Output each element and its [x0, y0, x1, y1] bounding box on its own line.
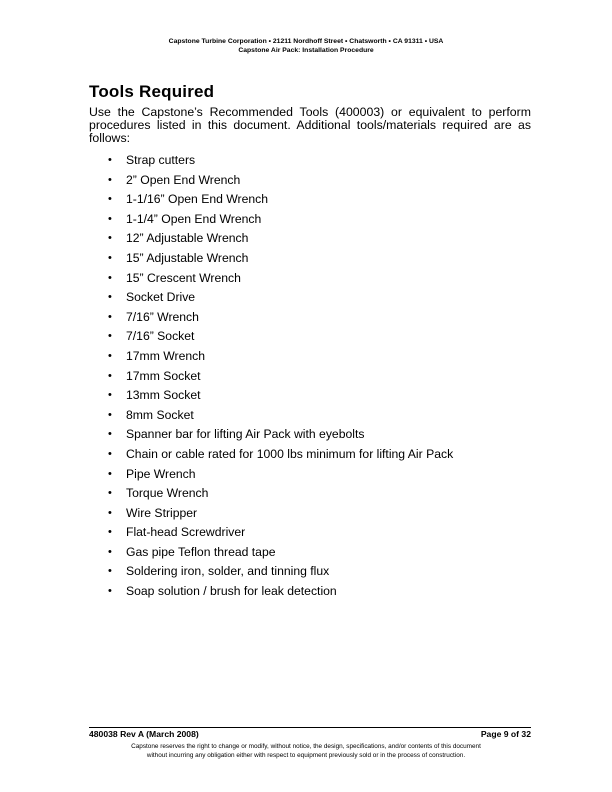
page-total: of 32: [508, 729, 531, 739]
header-company-line: Capstone Turbine Corporation • 21211 Nordhoff Street • Chatsworth • CA 91311 • USA: [168, 38, 444, 45]
tool-list-item: [89, 269, 453, 289]
tool-list-item: [89, 327, 453, 347]
page-current: 9: [503, 729, 509, 739]
tool-list-item: [89, 406, 453, 426]
tool-label: 17mm Wrench: [126, 348, 206, 363]
tool-label: 7/16” Wrench: [126, 309, 199, 324]
tool-list-item: [89, 249, 453, 269]
tool-list-item: [89, 425, 453, 445]
tool-label: 17mm Socket: [126, 368, 201, 383]
tool-label: Socket Drive: [126, 290, 196, 305]
header-document-title: Capstone Air Pack: Installation Procedure: [238, 47, 374, 54]
bullet-icon: •: [108, 467, 112, 480]
bullet-icon: •: [108, 565, 112, 578]
bullet-icon: •: [108, 310, 112, 323]
tool-list-item: [89, 210, 453, 230]
footer-disclaimer: [0, 742, 612, 760]
tool-label: 15” Crescent Wrench: [126, 270, 241, 285]
bullet-icon: •: [108, 408, 112, 421]
tool-label: Flat-head Screwdriver: [126, 525, 246, 540]
bullet-icon: •: [108, 154, 112, 166]
bullet-icon: •: [108, 447, 112, 460]
bullet-icon: •: [108, 369, 112, 382]
bullet-icon: •: [108, 212, 112, 225]
bullet-icon: •: [108, 389, 112, 402]
bullet-icon: •: [108, 193, 112, 206]
bullet-icon: •: [108, 232, 112, 245]
tool-list-item: [89, 465, 453, 485]
tool-label: Wire Stripper: [126, 505, 198, 520]
tool-list-item: [89, 288, 453, 308]
tools-list: [89, 151, 453, 602]
tool-list-item: [89, 562, 453, 582]
bullet-icon: •: [108, 428, 112, 441]
tool-label: Spanner bar for lifting Air Pack with eyebolts: [126, 427, 365, 442]
tool-label: 1-1/4” Open End Wrench: [126, 211, 262, 226]
bullet-icon: •: [108, 173, 112, 186]
bullet-icon: •: [108, 487, 112, 500]
tool-label: 13mm Socket: [126, 388, 201, 403]
footer-page-number: [481, 729, 531, 739]
tool-list-item: [89, 582, 453, 602]
tool-label: 8mm Socket: [126, 407, 194, 422]
tool-label: Pipe Wrench: [126, 466, 196, 481]
bullet-icon: •: [108, 506, 112, 519]
bullet-icon: •: [108, 271, 112, 284]
bullet-icon: •: [108, 251, 112, 264]
disclaimer-line-1: Capstone reserves the right to change or modify, without notice, the design, specifications, and/or contents of this document: [131, 743, 481, 750]
bullet-icon: •: [108, 330, 112, 343]
tool-list-item: [89, 308, 453, 328]
bullet-icon: •: [108, 291, 112, 304]
tool-label: 15” Adjustable Wrench: [126, 250, 249, 265]
bullet-icon: •: [108, 349, 112, 362]
tool-label: 1-1/16” Open End Wrench: [126, 192, 269, 207]
tool-list-item: [89, 504, 453, 524]
section-title: Tools Required: [89, 82, 215, 101]
tool-label: Soap solution / brush for leak detection: [126, 584, 337, 599]
tool-list-item: [89, 445, 453, 465]
tool-list-item: [89, 484, 453, 504]
tool-list-item: [89, 367, 453, 387]
tool-label: 2” Open End Wrench: [126, 172, 241, 187]
tool-list-item: [89, 190, 453, 210]
tool-list-item: [89, 347, 453, 367]
bullet-icon: •: [108, 526, 112, 539]
tool-label: Soldering iron, solder, and tinning flux: [126, 564, 330, 579]
tool-label: Chain or cable rated for 1000 lbs minimum for lifting Air Pack: [126, 446, 454, 461]
footer-divider: [89, 727, 531, 728]
tool-list-item: [89, 171, 453, 191]
tool-label: Strap cutters: [126, 153, 196, 167]
tool-label: Gas pipe Teflon thread tape: [126, 544, 276, 559]
tool-list-item: [89, 386, 453, 406]
disclaimer-line-2: without incurring any obligation either with respect to equipment previously sold or in the process of construction.: [146, 752, 466, 759]
tool-label: 12” Adjustable Wrench: [126, 231, 249, 246]
bullet-icon: •: [108, 545, 112, 558]
footer-doc-id: 480038 Rev A (March 2008): [89, 729, 199, 739]
intro-paragraph: Use the Capstone’s Recommended Tools (400003) or equivalent to perform procedures listed in this document. Additional tools/materials required are as follows:: [89, 105, 531, 145]
tool-label: Torque Wrench: [126, 486, 209, 501]
tool-list-item: [89, 523, 453, 543]
page-prefix: Page: [480, 729, 504, 739]
tool-list-item: [89, 543, 453, 563]
tool-list-item: [89, 151, 453, 171]
tool-label: 7/16” Socket: [126, 329, 195, 344]
bullet-icon: •: [108, 585, 112, 598]
tool-list-item: [89, 229, 453, 249]
